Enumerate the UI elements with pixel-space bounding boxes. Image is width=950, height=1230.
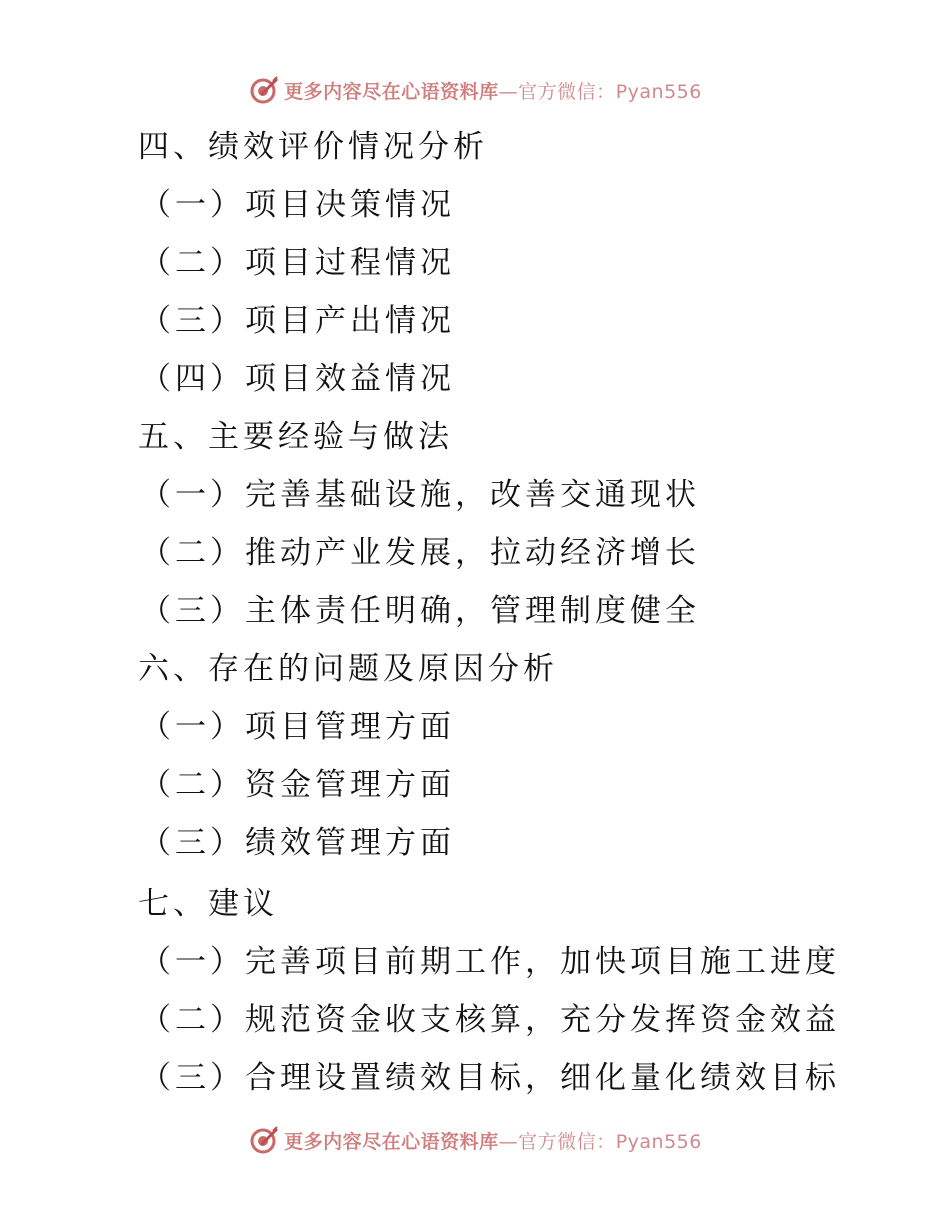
watermark-separator: — bbox=[498, 80, 519, 103]
subsection-4-3: （三）项目产出情况 bbox=[140, 303, 455, 339]
watermark-brand: 更多内容尽在心语资料库 bbox=[284, 80, 499, 103]
watermark-suffix: 官方微信： bbox=[518, 80, 616, 103]
subsection-7-1: （一）完善项目前期工作，加快项目施工进度 bbox=[140, 944, 840, 980]
section-heading-4: 四、绩效评价情况分析 bbox=[138, 129, 488, 165]
quill-circle-logo-icon bbox=[248, 74, 280, 106]
subsection-6-1: （一）项目管理方面 bbox=[140, 709, 455, 745]
watermark-text bbox=[284, 1127, 702, 1154]
section-heading-5: 五、主要经验与做法 bbox=[138, 419, 453, 455]
subsection-7-2: （二）规范资金收支核算，充分发挥资金效益 bbox=[140, 1002, 840, 1038]
section-heading-6: 六、存在的问题及原因分析 bbox=[138, 651, 558, 687]
watermark-separator: — bbox=[498, 1130, 519, 1153]
watermark-suffix: 官方微信： bbox=[518, 1130, 616, 1153]
subsection-5-3: （三）主体责任明确，管理制度健全 bbox=[140, 593, 700, 629]
subsection-5-1: （一）完善基础设施，改善交通现状 bbox=[140, 477, 700, 513]
subsection-6-2: （二）资金管理方面 bbox=[140, 767, 455, 803]
section-heading-7: 七、建议 bbox=[138, 886, 278, 922]
footer-watermark bbox=[0, 1120, 950, 1160]
subsection-4-2: （二）项目过程情况 bbox=[140, 245, 455, 281]
watermark-text bbox=[284, 77, 702, 104]
watermark-account: Pyan556 bbox=[615, 1130, 702, 1153]
watermark-brand: 更多内容尽在心语资料库 bbox=[284, 1130, 499, 1153]
subsection-7-3: （三）合理设置绩效目标，细化量化绩效目标 bbox=[140, 1060, 840, 1096]
quill-circle-logo-icon bbox=[248, 1124, 280, 1156]
subsection-6-3: （三）绩效管理方面 bbox=[140, 825, 455, 861]
watermark-account: Pyan556 bbox=[615, 80, 702, 103]
subsection-4-4: （四）项目效益情况 bbox=[140, 361, 455, 397]
header-watermark bbox=[0, 70, 950, 110]
subsection-4-1: （一）项目决策情况 bbox=[140, 187, 455, 223]
subsection-5-2: （二）推动产业发展，拉动经济增长 bbox=[140, 535, 700, 571]
